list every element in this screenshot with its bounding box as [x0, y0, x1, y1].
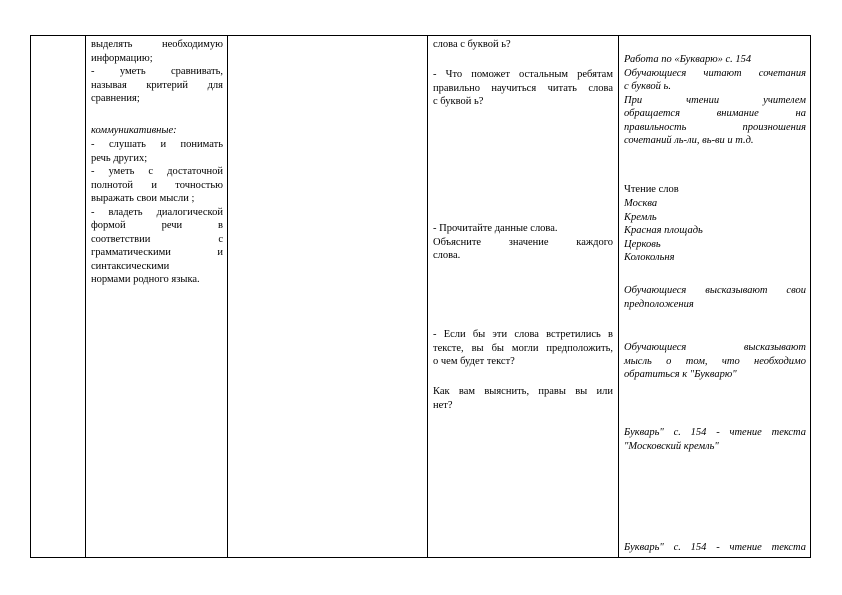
text-line: формой речи в	[91, 220, 223, 231]
text-line: слова с буквой ь?	[433, 39, 511, 50]
reading-title: Чтение слов	[624, 184, 679, 195]
text-line: При чтении учителем	[624, 94, 806, 106]
communicative-heading: коммуникативные:	[91, 125, 177, 136]
teacher-block-2	[433, 68, 613, 109]
teacher-block-4	[433, 328, 613, 369]
outcomes-block-1	[91, 38, 223, 106]
text-line: Обучающиеся читают сочетания	[624, 67, 806, 79]
text-line: правильно научиться читать слова	[433, 82, 613, 94]
text-line: - Если бы эти слова встретились в	[433, 329, 613, 340]
text-line: грамматическими и	[91, 247, 223, 258]
text-line: о чем будет текст?	[433, 356, 515, 367]
text-line: обращается внимание на	[624, 108, 806, 119]
text-line: синтаксическими	[91, 260, 170, 272]
text-line: Обучающиеся высказывают свои	[624, 285, 806, 296]
text-line: правильность произношения	[624, 121, 806, 133]
student-block-3	[624, 284, 806, 311]
column-divider	[427, 36, 428, 557]
text-line: - Что поможет остальным ребятам	[433, 69, 613, 80]
text-line: с буквой ь?	[433, 96, 484, 107]
word-item: Кремль	[624, 211, 657, 223]
student-block-6	[624, 541, 806, 555]
word-list	[624, 197, 806, 265]
lesson-table	[30, 35, 811, 558]
text-line: - уметь с достаточной	[91, 166, 223, 177]
text-line: с буквой ь.	[624, 81, 671, 92]
word-item: Колокольня	[624, 252, 675, 263]
student-block-5	[624, 426, 806, 453]
text-line: нет?	[433, 399, 453, 411]
text-line: Букварь" с. 154 - чтение текста	[624, 542, 806, 553]
student-block-4	[624, 341, 806, 382]
text-line: мысль о том, что необходимо	[624, 355, 806, 367]
text-line: информацию;	[91, 52, 153, 64]
outcomes-block-2	[91, 138, 223, 287]
text-line: нормами родного языка.	[91, 274, 200, 285]
text-line: - владеть диалогической	[91, 206, 223, 218]
text-line: слова.	[433, 250, 461, 261]
text-line: Как вам выяснить, правы вы или	[433, 386, 613, 397]
text-line: - Прочитайте данные слова.	[433, 223, 558, 234]
teacher-block-3	[433, 222, 613, 263]
student-block-1	[624, 53, 806, 148]
text-line: называя критерий для	[91, 79, 223, 91]
text-line: речь других;	[91, 152, 148, 164]
text-line: сравнения;	[91, 93, 140, 104]
text-line: - уметь сравнивать,	[91, 66, 223, 77]
text-line: соответствии с	[91, 233, 223, 245]
word-item: Красная площадь	[624, 225, 703, 236]
column-divider	[85, 36, 86, 557]
text-line: Букварь" с. 154 - чтение текста	[624, 427, 806, 438]
text-line: - слушать и понимать	[91, 139, 223, 150]
text-line: полнотой и точностью	[91, 179, 223, 191]
text-line: тексте, вы бы могли предположить,	[433, 342, 613, 354]
text-line: выделять необходимую	[91, 39, 223, 50]
column-divider	[618, 36, 619, 557]
text-line: выражать свои мысли ;	[91, 193, 195, 204]
column-divider	[227, 36, 228, 557]
teacher-block-5	[433, 385, 613, 412]
text-line: Обучающиеся высказывают	[624, 342, 806, 353]
text-line: предположения	[624, 298, 694, 310]
text-line: сочетаний ль-ли, вь-ви и т.д.	[624, 135, 754, 146]
text-line: Работа по «Букварю» с. 154	[624, 54, 752, 65]
word-item: Москва	[624, 198, 658, 209]
text-line: обратиться к "Букварю"	[624, 369, 737, 380]
teacher-block-1	[433, 38, 613, 52]
word-item: Церковь	[624, 238, 661, 250]
text-line: Объясните значение каждого	[433, 236, 613, 248]
text-line: "Московский кремль"	[624, 440, 719, 452]
